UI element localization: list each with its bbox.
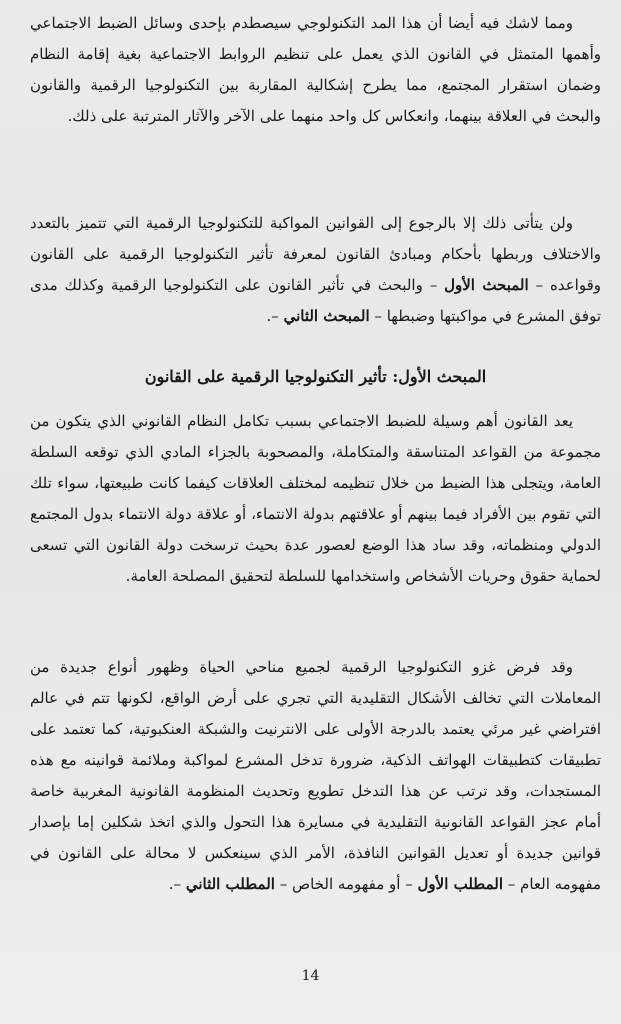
paragraph-2 — [30, 208, 601, 332]
paragraph-1 — [30, 8, 601, 132]
section-two-reference: المبحث الثاني — [283, 307, 370, 325]
paragraph-3-text: يعد القانون أهم وسيلة للضبط الاجتماعي بسبب تكامل النظام القانوني الذي يتكون من مجموعة من القواعد المتناسقة والمتكاملة، والمصحوبة بالجزاء المادي الذي توقعه السلطة العامة، ويتجلى هذا الضبط من خلال تنظيمه لمختلف العلاقات كيفما كانت طبيعتها، سواء تلك التي تقوم بين الأفراد فيما بينهم أو علاقتهم بدولة الانتماء، أو علاقة دولة الانتماء بدول المجتمع الدولي ومنظماته، وقد ساد هذا الوضع لعصور عدة بحيث ترسخت دولة القانون التي تسعى لحماية حقوق وحريات الأشخاص واستخدامها للسلطة لتحقيق المصلحة العامة. — [30, 412, 601, 585]
paragraph-1-text: ومما لاشك فيه أيضا أن هذا المد التكنولوجي سيصطدم بإحدى وسائل الضبط الاجتماعي وأهمها المتمثل في القانون الذي يعمل على تنظيم الروابط الاجتماعية بغية إقامة النظام وضمان استقرار المجتمع، مما يطرح إشكالية المقاربة بين التكنولوجيا الرقمية والقانون والبحث في العلاقة بينهما، وانعكاس كل واحد منهما على الآخر والآثار المترتبة على ذلك. — [30, 14, 601, 125]
paragraph-2-text-2: – والبحث في تأثير القانون على التكنولوجيا الرقمية وكذلك مدى توفق المشرع في مواكبتها وضبطها – — [30, 276, 601, 325]
paragraph-4-text-3: –. — [168, 875, 186, 893]
paragraph-4 — [30, 652, 601, 900]
section-heading: المبحث الأول: تأثير التكنولوجيا الرقمية على القانون — [144, 367, 487, 386]
paragraph-2-text-3: –. — [266, 307, 284, 325]
paragraph-2-text-1: ولن يتأتى ذلك إلا بالرجوع إلى القوانين المواكبة للتكنولوجيا الرقمية التي تتميز بالتعدد والاختلاف وربطها بأحكام ومبادئ القانون لمعرفة تأثير التكنولوجيا الرقمية على القانون وقواعده – — [30, 214, 601, 294]
paragraph-3 — [30, 406, 601, 592]
subsection-one-reference: المطلب الأول — [417, 875, 503, 893]
section-one-reference: المبحث الأول — [444, 276, 529, 294]
page-number: 14 — [301, 968, 320, 984]
paragraph-4-text-2: – أو مفهومه الخاص – — [274, 875, 418, 893]
subsection-two-reference: المطلب الثاني — [185, 875, 275, 893]
paragraph-4-text-1: وقد فرض غزو التكنولوجيا الرقمية لجميع مناحي الحياة وظهور أنواع جديدة من المعاملات التي تخالف الأشكال التقليدية التي تجري على أرض الواقع، لكونها تتم في عالم افتراضي غير مرئي يعتمد بالدرجة الأولى على الانترنيت والشبكة العنكبوتية، كما تعتمد على تطبيقات كتطبيقات الهواتف الذكية، ضرورة تدخل المشرع لمواكبة وملائمة قوانينه مع هذه المستجدات، وقد ترتب عن هذا التدخل تطويع وتحديث المنظومة القانونية المغربية خاصة أمام عجز القواعد القانونية التقليدية في مسايرة هذا التحول والذي اتخذ شكلين إما بإصدار قوانين جديدة أو تعديل القوانين النافذة، الأمر الذي سينعكس لا محالة على القانون في مفهومه العام – — [30, 658, 601, 893]
